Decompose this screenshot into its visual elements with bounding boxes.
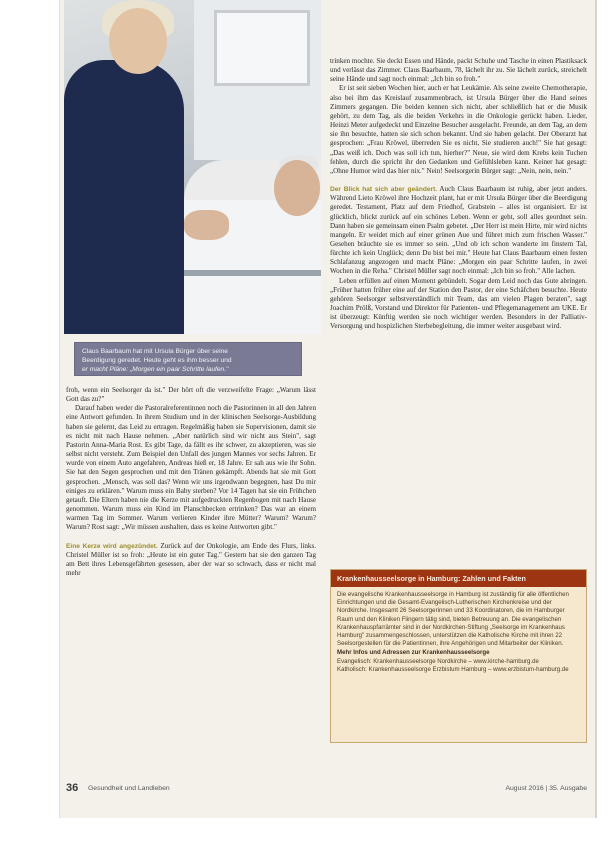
- photo-chaplain-head: [109, 8, 167, 74]
- caption-line-3: er macht Pläne: „Morgen ein paar Schritte laufen.": [82, 366, 229, 373]
- left-column: [66, 386, 316, 578]
- right-paragraph-3-text: Auch Claus Baarbaum ist ruhig, aber jetzt anders. Während Lieto Kröwel ihre Hochzeit plant, hat er mit Ursula Bürger über die Beerdigung geredet. Testament, Platz auf dem Friedhof, Grabstein – alles ist organisiert. Er ist glücklich, blickt zurück auf ein schönes Leben. Wenn er geht, soll alles geordnet sein. Dann haben sie gemeinsam einen Psalm gebetet. „Der Herr ist mein Hirte, mir wird nichts mangeln. Er weidet mich auf einer grünen Aue und führet mich zum frischen Wasser." Gesehen bräuchte sie es immer so sein. „Und ob ich schon wanderte im finstern Tal, fürchte ich kein Unglück; denn Du bist bei mir." Heute hat Claus Baarbaum einen festen Schlafanzug angezogen und macht Pläne: „Morgen ein paar Schritte laufen, in zwei Wochen in die Reha." Christel Müller sagt noch einmal: „Ich bin so froh." Alle lachen.: [330, 185, 588, 276]
- magazine-name: Gesundheit und Landleben: [88, 785, 170, 792]
- caption-line-2: Beerdigung geredet. Heute geht es ihm besser und: [82, 357, 232, 364]
- info-box: [330, 569, 587, 743]
- right-paragraph-2: Er ist seit sieben Wochen hier, auch er hat Leukämie. Als seine zweite Chemotherapie, also bei ihm das Kreislauf zusammenbrach, ist Ursula Bürger über die Hand seines Zimmers gegangen. Die beiden kennen sich nicht, aber schließlich hat er die Musik gehört, zu dem Tag, als die beiden Verkehrs in die Onkologie gerückt haben. Lieder, Heinzi Meter aufgedeckt und Einzelne Besucher ausgelacht. Freunde, an dem Tag, an dem sie ihn besuchte, hatten sie sich schon bekannt. Und sie haben gelacht. Der Oberarzt hat gesprochen: „Frau Kröwel, überreden Sie es nicht, Sie studieren auch!" Sie hat gesagt: „Das weiß ich. Doch was soll ich tun, hierher?" Neue, sie wird dem Krebs kein Tuchen fehlen, durch die spricht ihr den Gedanken und Gefühlsleben kann. Keiner hat gesagt: „Ohne Humor wird das hier nix." Nein! Seelsorgerin Bürger sagt: „Nein, nein, nein.": [330, 84, 587, 175]
- photo-hands: [184, 210, 229, 240]
- left-paragraph-2: Darauf haben weder die Pastoralreferentinnen noch die Pastorinnen in all den Jahren eine Antwort gefunden. In ihrem Studium und in der klinischen Seelsorge-Ausbildung haben sie gelernt, das Leid zu ertragen. Regelmäßig haben sie Supervisionen, damit sie es nicht mit nach Hause nehmen. „Aber natürlich sind wir nicht aus Stein", sagt Pastorin Anna-Maria Rost. Es gibt Tage, da fällt es ihr schwer, zu akzeptieren, was sie selbst nicht versteht. Zum Beispiel den Unfall des jungen Mannes vor sechs Jahren. Er wurde von einem Auto angefahren, Andreas hieß er, 18 Jahre. Er sah aus wie ihr Sohn. Sie hat den Segen gesprochen und mit den Tränen gekämpft. Abends hat sie mit Gott gesprochen. „Mensch, was soll das? Wenn wir uns irgendwann begegnen, hast Du mir einiges zu erklären." Warum muss ein Baby sterben? Vor 14 Tagen hat sie ein Frühchen getauft. Die Eltern haben nie die Kerze mit aufgedruckten Regenbogen mit nach Hause genommen. Warum muss ein Kind im Planschbecken ertrinken? Das war an einem warmen Tag im Sommer. Warum verlieren Kinder ihre Mütter? Warum? Warum? Warum? Rost sagt: „Wir müssen aushalten, dass es keine Antworten gibt.": [66, 404, 316, 532]
- subhead-view-changed: Der Blick hat sich aber geändert.: [330, 186, 438, 194]
- issue-date: August 2016 | 35. Ausgabe: [505, 785, 587, 792]
- photo-chaplain-body: [64, 60, 184, 334]
- info-box-header: Krankenhausseelsorge in Hamburg: Zahlen und Fakten: [331, 570, 586, 587]
- info-box-subheading: Mehr Infos und Adressen zur Krankenhausseelsorge: [337, 649, 490, 657]
- caption-line-1: Claus Baarbaum hat mit Ursula Bürger über seine: [82, 348, 228, 355]
- right-paragraph-4: Leben erfüllen auf einen Moment gebündelt. Sogar dem Leid noch das Gute abringen. „Früher hatten früher eine auf der Station den Pastor, der eine Schäfchen besuchte. Heute gehören Seelsorger selbstverständlich mit Team, das am vielen Plagen beraten", sagt Joachim Prölß, Vorstand und Direktor für Patienten- und Pflegemanagement am UKE. Er ist überzeugt: Künftig werden sie noch wichtiger werden. Besonders in der Palliativ-Versorgung und hospizlichen Sterbebegleitung, die immer weiter ausgebaut wird.: [330, 276, 587, 331]
- page-number: 36: [66, 782, 79, 794]
- right-paragraph-1: trinken mochte. Sie deckt Essen und Hände, packt Schuhe und Tasche in einen Plastiksack und verlässt das Zimmer. Claus Baarbaum, 78, lächelt ihr zu. Sie lächelt zurück, streichelt seine Hände und sagt noch einmal: „Ich bin so froh.": [330, 57, 587, 84]
- info-box-text: Die evangelische Krankenhausseelsorge in Hamburg ist zuständig für alle öffentlichen Einrichtungen und die Gesamt-Evangelisch-Lutherischen Kirchenkreise und der Nordkirche. Insgesamt 26 Seelsorgerinnen und 33 Koordinatoren, die im Hamburger Raum und den Kliniken Flingern tätig sind, bieten Betreuung an. Die evangelischen Krankenhauspfarrämter sind in der Nordkirchen-Stiftung „Seelsorge im Krankenhaus Hamburg" zusammengeschlossen, unterstützen die Katholische Kirche mit ihren 22 Seelsorgestellen für die Patientinnen, ihre Angehörigen und Mitarbeiter der Kliniken.: [337, 591, 569, 648]
- left-paragraph-3-text: Zurück auf der Onkologie, am Ende des Flurs, links. Christel Müller ist so froh: „Heute ist ein guter Tag." Gestern hat sie den ganzen Tag am Bett ihres Lebensgefährten gesessen, aber der war so schwach, dass er nicht mal mehr: [66, 541, 316, 577]
- info-box-link-catholic[interactable]: Katholisch: Krankenhausseelsorge Erzbistum Hamburg – www.erzbistum-hamburg.de: [337, 665, 569, 673]
- left-paragraph-1: froh, wenn ein Seelsorger da ist." Der hört oft die verzweifelte Frage: „Warum lässt Gott das zu?": [66, 386, 316, 404]
- page-footer: [66, 782, 587, 796]
- info-box-body: [331, 587, 586, 674]
- photo-caption: [74, 342, 302, 376]
- magazine-page: [60, 0, 595, 818]
- info-box-link-evangelical[interactable]: Evangelisch: Krankenhausseelsorge Nordkirche – www.kirche-hamburg.de: [337, 657, 539, 665]
- right-column: [330, 57, 587, 332]
- right-paragraph-3: [330, 185, 587, 277]
- photo-patient-head: [274, 160, 320, 216]
- left-paragraph-3: [66, 542, 316, 579]
- subhead-candle: Eine Kerze wird angezündet.: [66, 542, 158, 550]
- article-photo: [64, 0, 321, 334]
- photo-window: [214, 10, 310, 86]
